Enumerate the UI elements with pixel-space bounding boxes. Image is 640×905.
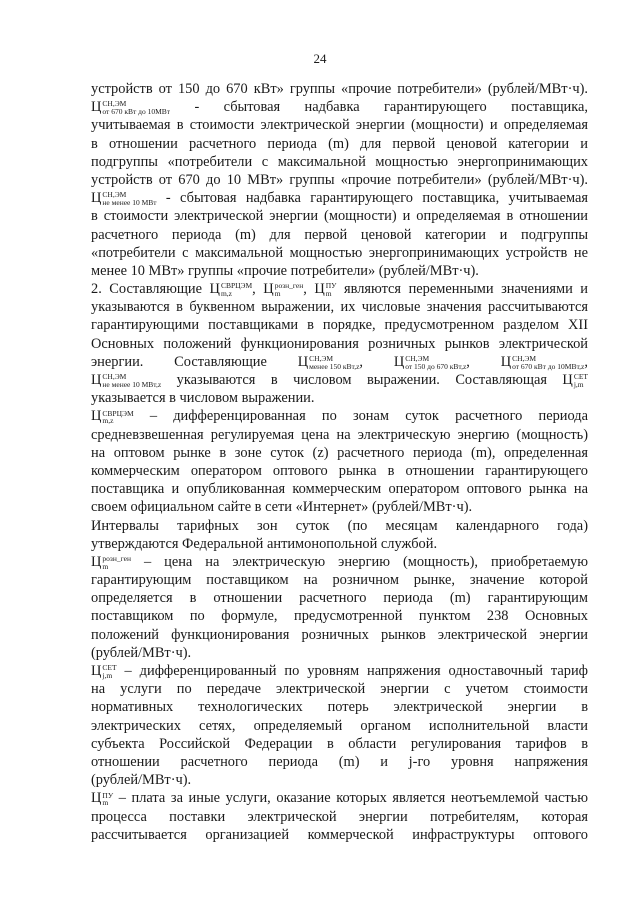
text-run: коммерческим оператором оптового рынка в отношении гарантирующего bbox=[91, 462, 588, 479]
text-line bbox=[91, 189, 588, 207]
formula-subscript: от 670 кВт до 10МВт bbox=[102, 106, 171, 116]
formula-symbol: Ц розн_ген m bbox=[91, 553, 131, 571]
formula-superscript: СН,ЭМ bbox=[405, 354, 430, 363]
text-line bbox=[91, 462, 588, 480]
text-line bbox=[91, 571, 588, 589]
formula-superscript: розн_ген bbox=[102, 554, 131, 564]
formula-subscript: j,m bbox=[573, 379, 584, 389]
text-line bbox=[91, 680, 588, 698]
formula-superscript: СН,ЭМ bbox=[512, 354, 537, 363]
text-line bbox=[91, 98, 588, 116]
text-line bbox=[91, 389, 588, 407]
text-run: своем официальном сайте в сети «Интернет» (рублей/МВт·ч). bbox=[91, 499, 473, 516]
text-line bbox=[91, 444, 588, 462]
formula-symbol: Ц ПУ m bbox=[91, 790, 114, 807]
formula-symbol: Ц СН,ЭМ от 150 до 670 кВт,z bbox=[393, 353, 467, 371]
text-run: , bbox=[303, 281, 315, 298]
formula-superscript: розн_ген bbox=[274, 281, 304, 291]
formula-subscript: менее 150 кВт,z bbox=[309, 361, 360, 371]
formula-symbol: Ц СН,ЭМ от 670 кВт до 10МВт,z bbox=[500, 353, 585, 371]
formula-superscript: ПУ bbox=[325, 281, 337, 291]
text-run: в отношении расчетного периода (m) для первой ценовой категории и bbox=[91, 135, 588, 152]
formula-superscript: СН,ЭМ bbox=[102, 372, 127, 382]
formula-subscript: m bbox=[102, 798, 109, 807]
text-run: являются переменными значениями и bbox=[336, 281, 588, 298]
text-line bbox=[91, 116, 588, 134]
text-run: – дифференцированный по уровням напряжения одноставочный тариф bbox=[116, 663, 588, 679]
text-run: учитываемая в стоимости электрической энергии (мощности) и определяемая bbox=[91, 117, 588, 134]
text-line bbox=[91, 589, 588, 607]
formula-subscript: m,z bbox=[102, 416, 114, 426]
text-line bbox=[91, 244, 588, 262]
formula-superscript: СН,ЭМ bbox=[102, 99, 127, 109]
formula-symbol: Ц СВРЦЭМ m,z bbox=[91, 408, 134, 426]
text-line bbox=[91, 353, 588, 371]
text-run: утверждаются Федеральной антимонопольной службой. bbox=[91, 535, 438, 552]
text-run: Основных положений функционирования розничных рынков электрической bbox=[91, 335, 588, 352]
text-line bbox=[91, 298, 588, 316]
text-run: на оптовом рынке в зоне суток (z) расчетного периода (m), определенная bbox=[91, 444, 588, 461]
text-run: указываются в буквенном выражении, их числовые значения рассчитываются bbox=[91, 299, 588, 316]
text-run: , bbox=[584, 353, 588, 370]
text-run: , bbox=[359, 353, 394, 370]
text-run: гарантирующими поставщиками в порядке, предусмотренном разделом XII bbox=[91, 317, 588, 334]
text-run: (рублей/МВт·ч). bbox=[91, 772, 192, 789]
text-run: , bbox=[252, 281, 264, 298]
text-line bbox=[91, 207, 588, 225]
text-run: - сбытовая надбавка гарантирующего поставщика, учитываемая bbox=[156, 190, 588, 207]
text-run: Интервалы тарифных зон суток (по месяцам календарного года) bbox=[91, 517, 588, 534]
text-line bbox=[91, 553, 588, 571]
text-run: гарантирующим поставщиком на розничном рынке, значение которой bbox=[91, 572, 588, 589]
text-run: 2. Составляющие bbox=[91, 281, 210, 298]
text-line bbox=[91, 280, 588, 298]
text-run: на услуги по передаче электрической энергии с учетом стоимости bbox=[91, 681, 588, 698]
text-line bbox=[91, 371, 588, 389]
text-line bbox=[91, 498, 588, 516]
text-run: - сбытовая надбавка гарантирующего поставщика, bbox=[170, 99, 588, 116]
text-run: процесса поставки электрической энергии потребителям, которая bbox=[91, 808, 588, 825]
text-line bbox=[91, 808, 588, 826]
text-line bbox=[91, 517, 588, 535]
text-run: поставщика и опубликованная коммерческим оператором оптового рынка на bbox=[91, 481, 588, 498]
text-line bbox=[91, 717, 588, 735]
text-line bbox=[91, 826, 588, 844]
text-run: в стоимости электрической энергии (мощности) и определяемая в отношении bbox=[91, 208, 588, 225]
text-line bbox=[91, 135, 588, 153]
text-run: средневзвешенная регулируемая цена на электрическую энергию (мощность) bbox=[91, 426, 588, 443]
text-run: поставщиком по формуле, предусмотренной пунктом 238 Основных bbox=[91, 608, 588, 625]
formula-subscript: j,m bbox=[102, 670, 113, 680]
formula-symbol: Ц СН,ЭМ от 670 кВт до 10МВт bbox=[91, 99, 171, 116]
text-run: – плата за иные услуги, оказание которых является неотъемлемой частью bbox=[113, 790, 588, 807]
text-run: субъекта Российской Федерации в области регулирования тарифов в bbox=[91, 735, 588, 752]
text-run: положений функционирования розничных рынков электрической энергии bbox=[91, 626, 588, 643]
text-line bbox=[91, 771, 588, 789]
text-run: электрических сетях, определяемый органом исполнительной власти bbox=[91, 717, 588, 734]
text-run: определяется в отношении расчетного периода (m) гарантирующим bbox=[91, 590, 588, 607]
page-number: 24 bbox=[313, 51, 327, 66]
text-line bbox=[91, 335, 588, 353]
formula-symbol: Ц СЕТ j,m bbox=[562, 372, 588, 389]
formula-symbol: Ц СН,ЭМ не менее 10 МВт,z bbox=[91, 372, 162, 389]
text-line bbox=[91, 80, 588, 98]
formula-superscript: ПУ bbox=[102, 790, 114, 800]
text-run: отношении расчетного периода (m) и j-го уровня напряжения bbox=[91, 753, 588, 770]
text-run: (рублей/МВт·ч). bbox=[91, 644, 192, 661]
text-line bbox=[91, 753, 588, 771]
text-line bbox=[91, 407, 588, 425]
formula-subscript: от 150 до 670 кВт,z bbox=[405, 361, 467, 371]
formula-superscript: СЕТ bbox=[573, 372, 588, 382]
text-run: – дифференцированная по зонам суток расчетного периода bbox=[133, 408, 588, 425]
body-text bbox=[91, 80, 588, 844]
text-line bbox=[91, 426, 588, 444]
formula-subscript: от 670 кВт до 10МВт,z bbox=[512, 361, 585, 371]
text-line bbox=[91, 316, 588, 334]
formula-superscript: СН,ЭМ bbox=[102, 190, 127, 200]
text-run: устройств от 150 до 670 кВт» группы «прочие потребители» (рублей/МВт·ч). bbox=[91, 81, 588, 97]
formula-symbol: Ц СН,ЭМ не менее 10 МВт bbox=[91, 190, 157, 207]
text-line bbox=[91, 735, 588, 753]
text-line bbox=[91, 698, 588, 716]
formula-subscript: m bbox=[325, 288, 332, 298]
text-run: – цена на электрическую энергию (мощность), приобретаемую bbox=[130, 553, 588, 570]
formula-subscript: m bbox=[274, 288, 281, 298]
text-line bbox=[91, 226, 588, 244]
formula-symbol: Ц СН,ЭМ менее 150 кВт,z bbox=[297, 353, 360, 371]
text-run: указываются в числовом выражении. Составляющая bbox=[161, 372, 563, 388]
text-line bbox=[91, 626, 588, 644]
formula-superscript: СЕТ bbox=[102, 663, 117, 673]
text-line bbox=[91, 171, 588, 189]
formula-superscript: СВРЦЭМ bbox=[220, 281, 253, 291]
formula-subscript: не менее 10 МВт bbox=[102, 197, 157, 207]
text-line bbox=[91, 644, 588, 662]
text-run: , bbox=[466, 353, 501, 370]
text-run: менее 10 МВт» группы «прочие потребители» (рублей/МВт·ч). bbox=[91, 262, 479, 279]
text-line bbox=[91, 607, 588, 625]
text-line bbox=[91, 262, 588, 280]
formula-superscript: СВРЦЭМ bbox=[102, 408, 134, 418]
formula-symbol: Ц ПУ m bbox=[314, 281, 337, 298]
formula-subscript: не менее 10 МВт,z bbox=[102, 379, 162, 389]
formula-symbol: Ц розн_ген m bbox=[263, 281, 304, 298]
text-run: устройств от 670 до 10 МВт» группы «прочие потребители» (рублей/МВт·ч). bbox=[91, 171, 588, 188]
text-run: энергии. Составляющие bbox=[91, 353, 298, 370]
formula-subscript: m bbox=[102, 561, 109, 571]
text-run: нормативных технологических потерь электрической энергии в bbox=[91, 699, 588, 716]
text-run: рассчитывается организацией коммерческой инфраструктуры оптового bbox=[91, 826, 588, 843]
text-run: указывается в числовом выражении. bbox=[91, 390, 315, 407]
text-line bbox=[91, 535, 588, 553]
text-line bbox=[91, 153, 588, 171]
formula-subscript: m,z bbox=[220, 288, 232, 298]
text-run: подгруппы «потребители с максимальной мощностью энергопринимающих bbox=[91, 153, 588, 170]
formula-symbol: Ц СВРЦЭМ m,z bbox=[209, 281, 253, 298]
text-line bbox=[91, 662, 588, 680]
text-run: «потребители с максимальной мощностью энергопринимающих устройств не bbox=[91, 244, 588, 261]
text-run: расчетного периода (m) для первой ценовой категории и подгруппы bbox=[91, 226, 588, 243]
formula-symbol: Ц СЕТ j,m bbox=[91, 663, 117, 680]
text-line bbox=[91, 789, 588, 807]
formula-superscript: СН,ЭМ bbox=[309, 354, 334, 363]
text-line bbox=[91, 480, 588, 498]
